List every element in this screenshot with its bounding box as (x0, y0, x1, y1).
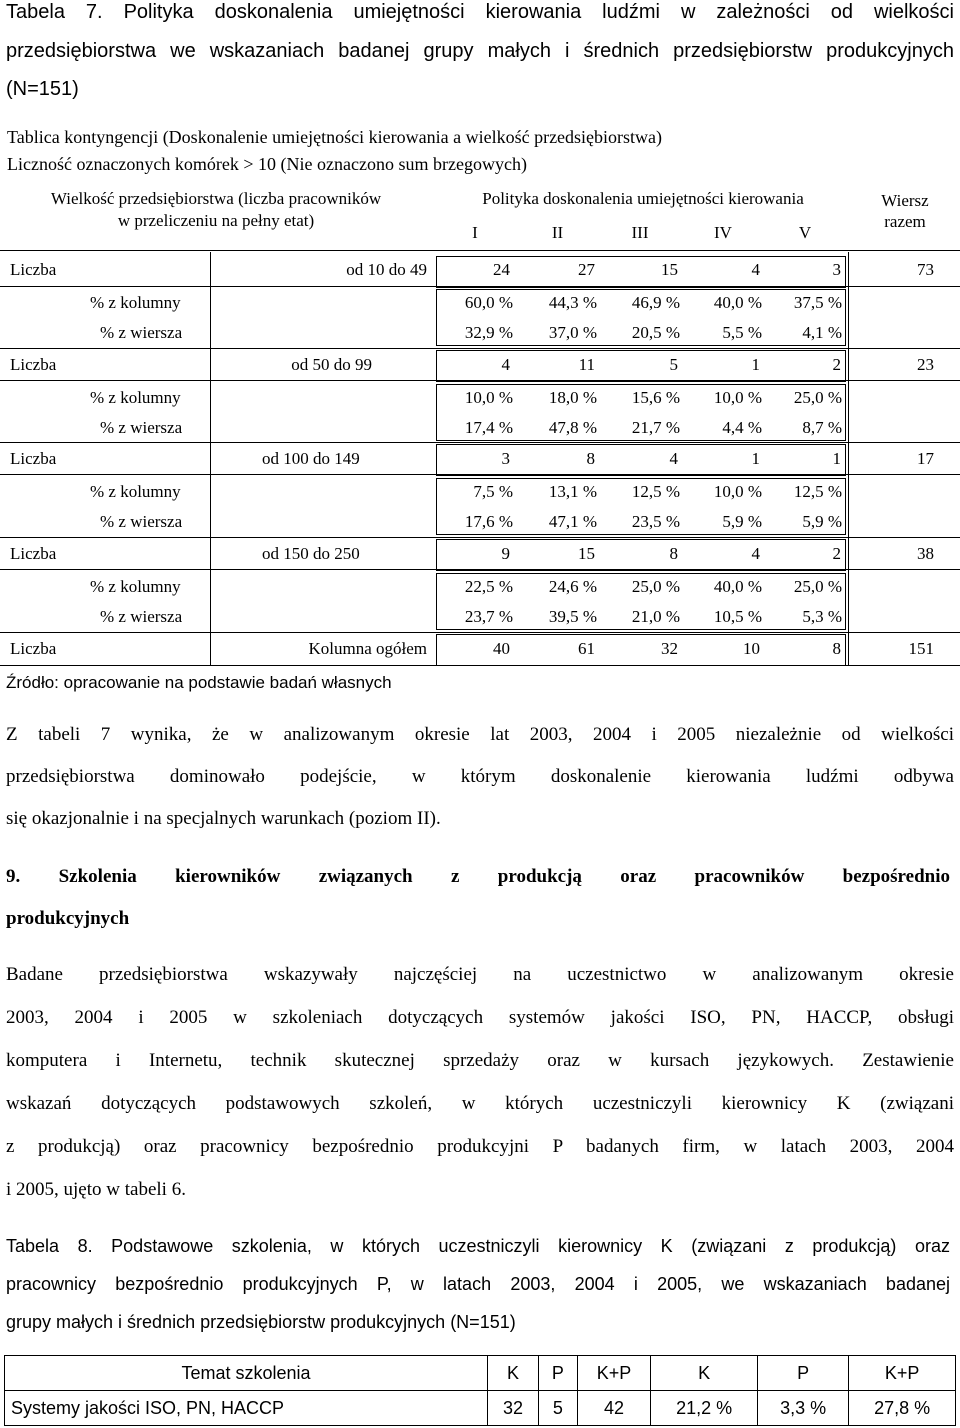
row1-count-3: 15 (661, 260, 678, 279)
row4-rowpct-3: 21,0 % (631, 607, 680, 626)
row4-rowpct-5: 5,3 % (802, 607, 842, 626)
row-divider (0, 537, 960, 538)
row-divider (0, 632, 960, 633)
row-divider (0, 442, 960, 443)
row3-rowpct-4: 5,9 % (722, 512, 762, 531)
row3-counts-box (436, 444, 846, 476)
row3-colpct-5: 12,5 % (793, 482, 842, 501)
row2-size: od 50 do 99 (291, 355, 372, 374)
table8-header-kp: K+P (577, 1356, 650, 1391)
row4-size: od 150 do 250 (262, 544, 360, 563)
row4-rowpct-4: 10,5 % (713, 607, 762, 626)
row2-rowpct-3: 21,7 % (631, 418, 680, 437)
row4-row-label: % z wiersza (100, 607, 183, 626)
row3-count-2: 8 (586, 449, 595, 468)
row3-label: Liczba (10, 449, 57, 468)
table8-caption-line3: grupy małych i średnich przedsiębiorstw produkcyjnych (N=151) (6, 1312, 516, 1332)
row1-count-1: 24 (493, 260, 510, 279)
header-policy: Polityka doskonalenia umiejętności kierowania (482, 189, 804, 208)
row2-counts-box (436, 350, 846, 382)
header-total-line1: Wiersz (881, 191, 929, 210)
row3-count-3: 4 (669, 449, 678, 468)
row2-count-4: 1 (751, 355, 760, 374)
section-heading: 9. Szkolenia kierowników związanych z produkcją oraz pracowników bezpośrednio (6, 866, 950, 887)
row2-count-5: 2 (832, 355, 841, 374)
row4-rowpct-2: 39,5 % (548, 607, 597, 626)
row2-rowpct-1: 17,4 % (464, 418, 513, 437)
row4-counts-box (436, 539, 846, 571)
row4-colpct-3: 25,0 % (631, 577, 680, 596)
table8-p-pct: 3,3 % (757, 1391, 848, 1426)
level-5-header: V (798, 223, 812, 242)
para2-line4: wskazań dotyczących podstawowych szkoleń, w których uczestniczyli kierownicy K (związani (6, 1093, 954, 1114)
row1-colpct-1: 60,0 % (464, 293, 513, 312)
para1-line2: przedsiębiorstwa dominowało podejście, w którym doskonalenie kierowania ludźmi odbywa (6, 766, 954, 787)
header-divider (0, 250, 960, 251)
row4-colpct-4: 40,0 % (713, 577, 762, 596)
row1-colpct-3: 46,9 % (631, 293, 680, 312)
row4-count-4: 4 (751, 544, 760, 563)
row2-colpct-1: 10,0 % (464, 388, 513, 407)
row3-rowpct-3: 23,5 % (631, 512, 680, 531)
row3-colpct-3: 12,5 % (631, 482, 680, 501)
row2-pct-box (436, 384, 846, 441)
header-size-line1: Wielkość przedsiębiorstwa (liczba pracowników (50, 189, 382, 208)
row3-count-5: 1 (832, 449, 841, 468)
row2-colpct-5: 25,0 % (793, 388, 842, 407)
row2-row-label: % z wiersza (100, 418, 183, 437)
table8-kp: 42 (577, 1391, 650, 1426)
row4-pct-box (436, 573, 846, 630)
row3-rowpct-5: 5,9 % (802, 512, 842, 531)
table8-k-pct: 21,2 % (651, 1391, 758, 1426)
table8-header-row (5, 1356, 956, 1391)
row4-colpct-1: 22,5 % (464, 577, 513, 596)
row2-colpct-4: 10,0 % (713, 388, 762, 407)
row-divider (0, 286, 960, 287)
row4-count-5: 2 (832, 544, 841, 563)
row1-colpct-4: 40,0 % (713, 293, 762, 312)
row3-rowpct-2: 47,1 % (548, 512, 597, 531)
row1-rowpct-1: 32,9 % (464, 323, 513, 342)
table8-header-p: P (539, 1356, 578, 1391)
row2-label: Liczba (10, 355, 57, 374)
row3-colpct-4: 10,0 % (713, 482, 762, 501)
row4-total: 38 (917, 544, 934, 563)
row1-rowpct-4: 5,5 % (722, 323, 762, 342)
row-divider (0, 348, 960, 349)
row1-count-4: 4 (751, 260, 760, 279)
level-1-header: I (472, 223, 478, 242)
table8-k: 32 (488, 1391, 539, 1426)
row4-colpct-5: 25,0 % (793, 577, 842, 596)
row3-count-1: 3 (501, 449, 510, 468)
total-count-5: 8 (832, 639, 841, 658)
row3-colpct-2: 13,1 % (548, 482, 597, 501)
row2-rowpct-5: 8,7 % (802, 418, 842, 437)
total-column-divider (848, 252, 849, 665)
row-divider (0, 474, 960, 475)
row2-rowpct-2: 47,8 % (548, 418, 597, 437)
row2-count-3: 5 (669, 355, 678, 374)
row2-col-label: % z kolumny (90, 388, 181, 407)
row1-rowpct-2: 37,0 % (548, 323, 597, 342)
table7-source: Źródło: opracowanie na podstawie badań własnych (6, 673, 392, 692)
row3-row-label: % z wiersza (100, 512, 183, 531)
row4-col-label: % z kolumny (90, 577, 181, 596)
table8-topic: Systemy jakości ISO, PN, HACCP (5, 1391, 488, 1426)
row4-rowpct-1: 23,7 % (464, 607, 513, 626)
para2-line2: 2003, 2004 i 2005 w szkoleniach dotyczących systemów jakości ISO, PN, HACCP, obsługi (6, 1007, 954, 1028)
row1-counts-box (436, 256, 846, 288)
section-heading-line2: produkcyjnych (6, 908, 130, 929)
table8-caption-line2: pracownicy bezpośrednio produkcyjnych P, w latach 2003, 2004 i 2005, we wskazaniach badanej (6, 1274, 950, 1294)
row4-count-3: 8 (669, 544, 678, 563)
row1-count-2: 27 (578, 260, 595, 279)
level-3-header: III (631, 223, 649, 242)
row3-colpct-1: 7,5 % (473, 482, 513, 501)
row1-size: od 10 do 49 (346, 260, 427, 279)
row3-rowpct-1: 17,6 % (464, 512, 513, 531)
row2-colpct-3: 15,6 % (631, 388, 680, 407)
total-counts-box (436, 634, 846, 666)
level-4-header: IV (714, 223, 732, 242)
table8-header-topic: Temat szkolenia (5, 1356, 488, 1391)
table7-caption-line1: Tabela 7. Polityka doskonalenia umiejętności kierowania ludźmi w zależności od wielkości (6, 1, 954, 23)
row3-size: od 100 do 149 (262, 449, 360, 468)
table8-p: 5 (539, 1391, 578, 1426)
row1-count-5: 3 (832, 260, 841, 279)
total-count-1: 40 (493, 639, 510, 658)
level-2-header: II (551, 223, 564, 242)
header-size-line2: w przeliczeniu na pełny etat) (117, 211, 315, 230)
row3-col-label: % z kolumny (90, 482, 181, 501)
row3-pct-box (436, 478, 846, 535)
para2-line1: Badane przedsiębiorstwa wskazywały najczęściej na uczestnictwo w analizowanym okresie (6, 964, 954, 985)
table7-caption-line3: (N=151) (6, 78, 79, 100)
total-count-2: 61 (578, 639, 595, 658)
row1-rowpct-3: 20,5 % (631, 323, 680, 342)
table7-subtitle: Tablica kontyngencji (Doskonalenie umiejętności kierowania a wielkość przedsiębiorstwa) (7, 127, 663, 147)
table8-kp-pct: 27,8 % (849, 1391, 956, 1426)
header-total-line2: razem (884, 212, 926, 231)
row3-count-4: 1 (751, 449, 760, 468)
row2-colpct-2: 18,0 % (548, 388, 597, 407)
row-divider (0, 569, 960, 570)
para2-line5: z produkcją) oraz pracownicy bezpośrednio produkcyjni P badanych firm, w latach 2003, 2004 (6, 1136, 954, 1157)
table8-header-p-pct: P (757, 1356, 848, 1391)
total-row-size: Kolumna ogółem (308, 639, 427, 658)
para2-line3: komputera i Internetu, technik skutecznej sprzedaży oraz w kursach językowych. Zestawienie (6, 1050, 954, 1071)
row1-rowpct-5: 4,1 % (802, 323, 842, 342)
para1-line3: się okazjonalnie i na specjalnych warunkach (poziom II). (6, 808, 441, 829)
table7-caption-line2: przedsiębiorstwa we wskazaniach badanej grupy małych i średnich przedsiębiorstw produkcyjnych (6, 40, 954, 62)
para2-line6: i 2005, ujęto w tabeli 6. (6, 1179, 186, 1200)
row1-row-label: % z wiersza (100, 323, 183, 342)
table-bottom (0, 665, 960, 666)
total-count-3: 32 (661, 639, 678, 658)
row2-rowpct-4: 4,4 % (722, 418, 762, 437)
total-count-4: 10 (743, 639, 760, 658)
table8-header-k: K (488, 1356, 539, 1391)
table-row (5, 1391, 956, 1426)
total-grand: 151 (908, 639, 934, 658)
table7-note: Liczność oznaczonych komórek > 10 (Nie oznaczono sum brzegowych) (7, 154, 527, 174)
row2-count-1: 4 (501, 355, 510, 374)
row-divider (0, 380, 960, 381)
table8-header-kp-pct: K+P (849, 1356, 956, 1391)
table8-header-k-pct: K (651, 1356, 758, 1391)
table8 (4, 1355, 956, 1426)
size-column-divider (210, 252, 211, 665)
row1-colpct-5: 37,5 % (793, 293, 842, 312)
row1-colpct-2: 44,3 % (548, 293, 597, 312)
row2-total: 23 (917, 355, 934, 374)
row4-label: Liczba (10, 544, 57, 563)
row3-total: 17 (917, 449, 934, 468)
row1-col-label: % z kolumny (90, 293, 181, 312)
para1-line1: Z tabeli 7 wynika, że w analizowanym okresie lat 2003, 2004 i 2005 niezależnie od wielkości (6, 724, 954, 745)
row2-count-2: 11 (578, 355, 595, 374)
row1-total: 73 (917, 260, 934, 279)
row1-pct-box (436, 289, 846, 346)
row4-count-2: 15 (578, 544, 595, 563)
table8-caption-line1: Tabela 8. Podstawowe szkolenia, w których uczestniczyli kierownicy K (związani z produkcją) oraz (6, 1236, 950, 1256)
row4-colpct-2: 24,6 % (548, 577, 597, 596)
row4-count-1: 9 (501, 544, 510, 563)
row1-label: Liczba (10, 260, 57, 279)
total-row-label: Liczba (10, 639, 57, 658)
